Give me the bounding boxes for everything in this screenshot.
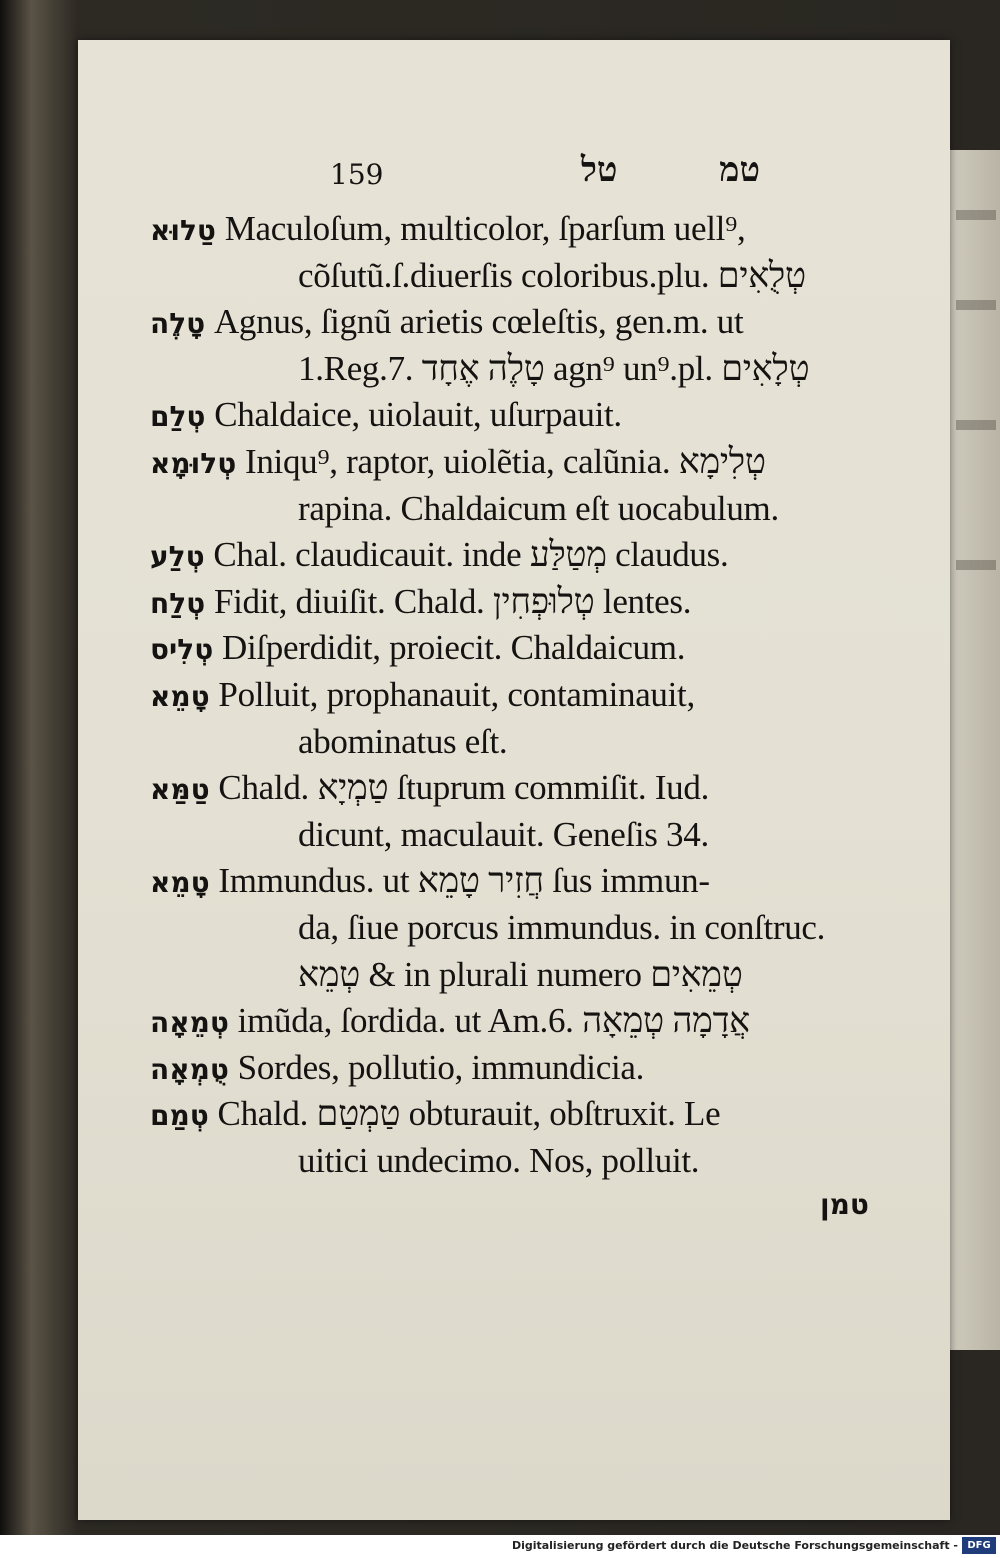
headword-hebrew: טְלַח	[150, 587, 206, 620]
definition-text: Chal. claudicauit. inde מְטַלַּע claudus.	[213, 535, 729, 574]
bleed-through-line	[956, 300, 996, 310]
definition-text: da, ſiue porcus immundus. in conſtruc.	[298, 908, 826, 947]
adjacent-page-edge	[950, 150, 1000, 1350]
headword-hebrew: טְלַע	[150, 540, 205, 573]
entry-line	[150, 997, 920, 1045]
definition-text: Chald. טַמְטַם obturauit, obſtruxit. Le	[217, 1094, 721, 1133]
entry-line	[150, 624, 920, 672]
definition-text: Chaldaice, uiolauit, uſurpauit.	[214, 395, 622, 434]
definition-text: Diſperdidit, proiecit. Chaldaicum.	[221, 628, 686, 667]
headword-hebrew: טַמַּא	[150, 773, 210, 806]
definition-text: Polluit, prophanauit, contaminauit,	[218, 675, 695, 714]
entry-line	[150, 531, 920, 579]
folio-number: 159	[330, 158, 384, 191]
definition-text: טְמֵא & in plurali numero טְמֵאִים	[298, 955, 743, 994]
page-header	[330, 150, 760, 200]
entry-line	[150, 578, 920, 626]
definition-text: rapina. Chaldaicum eſt uocabulum.	[298, 489, 779, 528]
headword-hebrew: טָמֵא	[150, 680, 210, 713]
headword-hebrew: טְלוּמָא	[150, 447, 237, 480]
entry-line	[150, 485, 920, 533]
headword-hebrew: טֻמְאָה	[150, 1053, 229, 1086]
headword-hebrew: טְמֵאָה	[150, 1006, 229, 1039]
entry-line	[150, 438, 920, 486]
entry-line	[150, 951, 920, 999]
definition-text: uitici undecimo. Nos, polluit.	[298, 1141, 700, 1180]
headword-hebrew: טְלִיס	[150, 633, 214, 666]
entry-line	[150, 1137, 920, 1185]
bleed-through-line	[956, 420, 996, 430]
catchword: טמן	[820, 1188, 869, 1221]
definition-text: Sordes, pollutio, immundicia.	[237, 1048, 645, 1087]
headword-hebrew: טָמֵא	[150, 866, 210, 899]
entry-line	[150, 857, 920, 905]
entry-line	[150, 1090, 920, 1138]
entry-line	[150, 298, 920, 346]
entry-line	[150, 764, 920, 812]
definition-text: cõſutũ.ſ.diuerſis coloribus.plu. טְלֻאִים	[298, 256, 806, 295]
entry-line	[150, 252, 920, 300]
definition-text: Iniqu⁹, raptor, uiolẽtia, calũnia. טְלִימָא	[244, 442, 766, 481]
bleed-through-line	[956, 210, 996, 220]
definition-text: imũda, ſordida. ut Am.6. אֲדָמָה טְמֵאָה	[237, 1001, 750, 1040]
definition-text: Maculoſum, multicolor, ſparſum uell⁹,	[224, 209, 746, 248]
headword-hebrew: טְלַם	[150, 400, 206, 433]
dfg-logo: DFG	[962, 1537, 996, 1554]
footer-bar	[0, 1535, 1000, 1558]
entry-line	[150, 1044, 920, 1092]
bleed-through-line	[956, 560, 996, 570]
running-title: טמ טל	[581, 150, 760, 190]
entry-line	[150, 811, 920, 859]
definition-text: Immundus. ut חֲזִיר טָמֵא ſus immun-	[218, 861, 710, 900]
definition-text: Chald. טַמְיָא ſtuprum commiſit. Iud.	[218, 768, 710, 807]
definition-text: dicunt, maculauit. Geneſis 34.	[298, 815, 709, 854]
entry-line	[150, 718, 920, 766]
entry-line	[150, 904, 920, 952]
entry-line	[150, 205, 920, 253]
entry-line	[150, 345, 920, 393]
definition-text: Agnus, ſignũ arietis cœleſtis, gen.m. ut	[213, 302, 744, 341]
entry-line	[150, 391, 920, 439]
book-gutter	[0, 0, 78, 1535]
headword-hebrew: טָלֶה	[150, 307, 206, 340]
definition-text: 1.Reg.7. טָלֶה אֶחָד agn⁹ un⁹.pl. טְלָאִים	[298, 349, 810, 388]
funding-credit: Digitalisierung gefördert durch die Deutsche Forschungsgemeinschaft -	[511, 1539, 958, 1552]
definition-text: Fidit, diuiſit. Chald. טְלוּפְחִין lentes.	[213, 582, 692, 621]
definition-text: abominatus eſt.	[298, 722, 508, 761]
entry-line	[150, 671, 920, 719]
headword-hebrew: טְמַם	[150, 1099, 209, 1132]
headword-hebrew: טַלוּא	[150, 214, 216, 247]
